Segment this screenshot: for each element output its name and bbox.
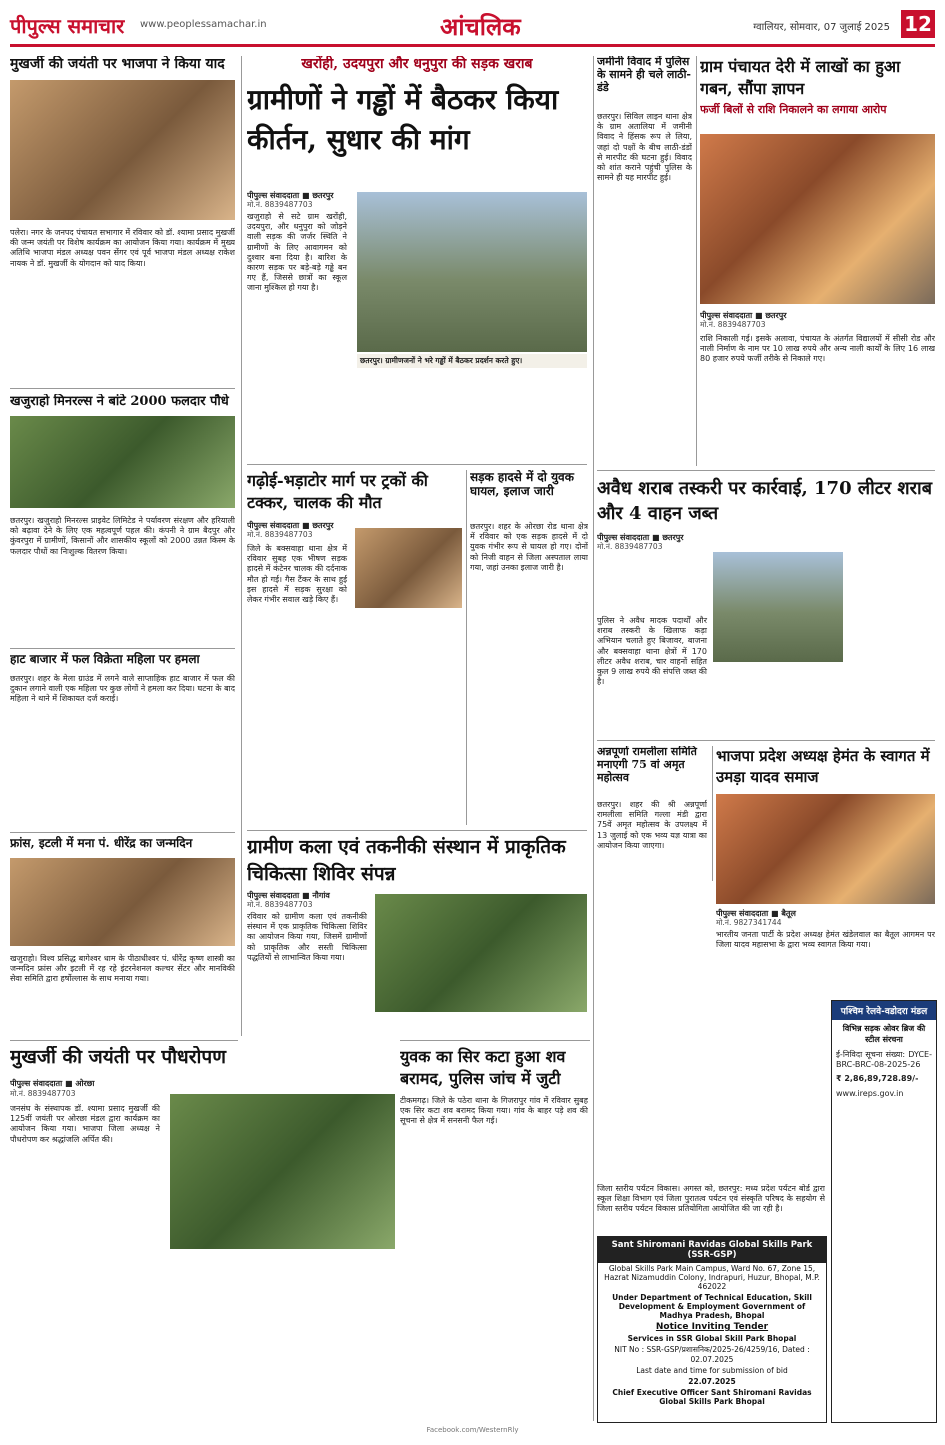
headline: अन्नपूर्णा रामलीला समिति मनाएगी 75 वां अमृत महोत्सव [597,746,697,784]
photo-saplings [10,416,235,508]
article-body: जिले के बक्सवाहा थाना क्षेत्र में रविवार सुबह एक भीषण सड़क हादसे में कंटेनर चालक की दर्दनाक मौत हो गई। गैस टैंकर के साथ हुई इस हादसे में सड़क सुरक्षा को लेकर गंभीर सवाल खड़े किए हैं। [247,544,347,605]
tender-dept: Under Department of Technical Education, Skill Development & Employment Government of Madhya Pradesh, Bhopal [612,1293,812,1320]
mobile-number: मो.नं. 8839487703 [247,530,313,539]
photo-seized-vehicles [713,552,843,662]
photo-protest [700,134,935,304]
article-body: छतरपुर। शहर की श्री अन्नपूर्णा रामलीला समिति गल्ला मंडी द्वारा 75वें अमृत महोत्सव के उपलक्ष्य में 13 जुलाई को एक भव्य यज्ञ यात्रा का आयोजन किया जाएगा। [597,800,707,850]
article-body: टीकमगढ़। जिले के पठेरा थाना के गिजरापुर गांव में रविवार सुबह एक सिर कटा शव बरामद किया गया। गांव के बाहर पड़े शव की सूचना से क्षेत्र में सनसनी फैल गई। [400,1096,588,1126]
byline: पीपुल्स संवाददाता ■ बैतूल [716,909,796,918]
article-yadav-welcome [716,746,935,996]
headline: खजुराहो मिनरल्स ने बांटे 2000 फलदार पौधे [10,394,229,409]
article-naturopathy [247,834,587,1034]
byline: पीपुल्स संवाददाता ■ छतरपुर [247,521,334,530]
article-body: खजुराहो से सटे ग्राम खरोंही, उदयपुरा, और धनुपुरा को जोड़ने वाली सड़क की जर्जर स्थिति ने ग्रामीणों के लिए आवागमन को दुश्वार बना दिया है। बारिश के कारण सड़क पर बड़े-बड़े गड्ढे बन गए हैं, जिससे छात्रों का स्कूल जाना मुश्किल हो गया है। [247,212,347,293]
subhead: फर्जी बिलों से राशि निकालने का लगाया आरोप [700,103,887,116]
brand-logo[interactable]: पीपुल्स समाचार [10,14,125,38]
mobile-number: मो.नं. 9827341744 [716,918,782,927]
masthead [10,10,935,47]
article-liquor-seizure [597,476,935,736]
tender-notice-ad [597,1236,827,1423]
photo-kirtan [357,192,587,352]
site-url[interactable]: www.peoplessamachar.in [140,19,267,30]
article-tourism [597,1184,825,1234]
byline: पीपुल्स संवाददाता ■ छतरपुर [247,191,334,200]
rail-contact[interactable]: www.ireps.gov.in [836,1088,904,1098]
article-body: जनसंघ के संस्थापक डॉ. श्यामा प्रसाद मुखर्जी की 125वीं जयंती पर ओरछा मंडल द्वारा कार्यक्रम का आयोजन किया गया। भाजपा जिला अध्यक्ष ने पौधरोपण कर श्रद्धांजलि अर्पित की। [10,1104,160,1144]
article-body: छतरपुर। सिविल लाइन थाना क्षेत्र के ग्राम अतालिया में जमीनी विवाद ने हिंसक रूप ले लिया, जहां दो पक्षों के बीच लाठी-डंडों से मारपीट की घटना हुई। विवाद को शांत कराने पहुंची पुलिस के सामने ही यह मारपीट हुई। [597,112,692,183]
byline: पीपुल्स संवाददाता ■ नौगांव [247,891,330,900]
tender-notice: Notice Inviting Tender [655,1322,769,1332]
rail-tender-no: ई-निविदा सूचना संख्या: DYCE-BRC-BRC-08-2025-26 [836,1050,932,1070]
article-dhirendra-birthday [10,836,235,1036]
mobile-number: मो.नं. 8839487703 [247,900,313,909]
kicker-text: खरोंही, उदयपुरा और धनुपुरा की सड़क खराब [301,56,533,72]
article-body: छतरपुर। खजुराहो मिनरल्स प्राइवेट लिमिटेड ने पर्यावरण संरक्षण और हरियाली को बढ़ावा देने के लिए एक महत्वपूर्ण पहल की। कंपनी ने ग्राम बैदपुर और कुंवरपुरा में ग्रामीणों, किसानों और शासकीय स्कूलों को 2000 उन्नत किस्म के फलदार पौधों का निःशुल्क वितरण किया। [10,516,235,556]
mobile-number: मो.नं. 8839487703 [10,1089,76,1098]
article-body: पुलिस ने अवैध मादक पदार्थों और शराब तस्करी के खिलाफ कड़ा अभियान चलाते हुए बिजावर, बाजना और बक्सवाहा थाना क्षेत्रों में 170 लीटर अवैध शराब, चार वाहनों सहित कुल 9 लाख रुपये की संपत्ति जब्त की है। [597,616,707,687]
mobile-number: मो.नं. 8839487703 [247,200,313,209]
article-body: छतरपुर। शहर के मेला ग्राउंड में लगने वाले साप्ताहिक हाट बाजार में फल की दुकान लगाने वाली एक महिला पर कुछ लोगों ने हमला कर दिया। घटना के बाद महिला ने थाने में शिकायत दर्ज कराई। [10,674,235,704]
railway-tender-ad [831,1000,937,1423]
rail-amount: ₹ 2,86,89,728.89/- [836,1074,919,1084]
article-body: रविवार को ग्रामीण कला एवं तकनीकी संस्थान में एक प्राकृतिक चिकित्सा शिविर का आयोजन किया गया, जिसमें ग्रामीणों को प्राकृतिक और सस्ती चिकित्सा पद्धतियों से लाभान्वित किया गया। [247,912,367,962]
article-body: खजुराहो। विश्व प्रसिद्ध बागेश्वर धाम के पीठाधीश्वर पं. धीरेंद्र कृष्ण शास्त्री का जन्मदिन फ्रांस और इटली में रह रहे इंटरनेशनल कल्चर सेंटर और मानविकी सेवा समिति द्वारा हर्षोल्लास के साथ मनाया गया। [10,954,235,984]
rail-subhead: विभिन्न सड़क ओवर ब्रिज की स्टील संरचना [842,1024,926,1044]
byline: पीपुल्स संवाददाता ■ ओरछा [10,1079,95,1088]
article-kirtan [247,190,587,500]
article-mukherjee-bjp [10,56,235,381]
mobile-number: मो.नं. 8839487703 [597,542,663,551]
headline: अवैध शराब तस्करी पर कार्रवाई, 170 लीटर शराब और 4 वाहन जब्त [597,478,932,524]
footer[interactable]: Facebook.com/WesternRly [426,1426,519,1434]
photo-meeting [10,80,235,220]
headline: फ्रांस, इटली में मना पं. धीरेंद्र का जन्मदिन [10,836,193,850]
headline: ग्रामीण कला एवं तकनीकी संस्थान में प्राकृतिक चिकित्सा शिविर संपन्न [247,836,566,885]
headline: जमीनी विवाद में पुलिस के सामने ही चले लाठी-डंडे [597,56,691,94]
photo-celebration [10,858,235,946]
page-number: 12 [901,10,935,38]
mobile-number: मो.नं. 8839487703 [700,320,766,329]
headline: सड़क हादसे में दो युवक घायल, इलाज जारी [470,470,574,499]
tender-signature: Chief Executive Officer Sant Shiromani Ravidas Global Skills Park Bhopal [612,1388,812,1406]
headline: भाजपा प्रदेश अध्यक्ष हेमंत के स्वागत में उमड़ा यादव समाज [716,747,930,786]
tender-title: Sant Shiromani Ravidas Global Skills Park (SSR-GSP) [598,1237,826,1263]
article-market-attack [10,652,235,827]
tender-subject: Services in SSR Global Skill Park Bhopal [627,1334,797,1343]
article-body: राशि निकाली गई। इसके अलावा, पंचायत के अंतर्गत विद्यालयों में सीसी रोड और नाली निर्माण के नाम पर 10 लाख रुपये और अन्य नाली कार्यों के लिए 16 लाख 80 हजार रुपये फर्जी तरीके से निकाले गए। [700,334,935,364]
tender-address: Global Skills Park Main Campus, Ward No. 67, Zone 15, Hazrat Nizamuddin Colony, Indrapuri, Huzur, Bhopal, M.P. 462022 [604,1264,820,1291]
photo-truck [355,528,462,608]
tender-last-date: 22.07.2025 [688,1377,736,1386]
section-title: आंचलिक [440,12,521,41]
article-two-injured [470,470,588,825]
tender-last-date-label: Last date and time for submission of bid [636,1366,788,1375]
rail-header: पश्चिम रेलवे-वडोदरा मंडल [832,1001,936,1020]
photo-caption: छतरपुर। ग्रामीणजनों ने भरे गड्ढों में बैठकर प्रदर्शन करते हुए। [357,354,587,368]
headline: हाट बाजार में फल विक्रेता महिला पर हमला [10,652,200,666]
byline: पीपुल्स संवाददाता ■ छतरपुर [700,311,787,320]
article-body: जिला स्तरीय पर्यटन विकास। अगस्त को, छतरपुर: मध्य प्रदेश पर्यटन बोर्ड द्वारा स्कूल शिक्षा विभाग एवं जिला पुरातत्व पर्यटन एवं संस्कृति परिषद के सहयोग से जिला स्तरीय पर्यटन विकास प्रतियोगिता आयोजित की जा रही है। [597,1184,825,1214]
article-panchayat-fraud [700,56,935,466]
article-body: भारतीय जनता पार्टी के प्रदेश अध्यक्ष हेमंत खंडेलवाल का बैतूल आगमन पर जिला यादव महासभा के द्वारा भव्य स्वागत किया गया। [716,930,935,950]
photo-crowd [716,794,935,904]
article-kirtan-headline [247,80,587,190]
article-plantation [10,1046,395,1421]
headline: युवक का सिर कटा हुआ शव बरामद, पुलिस जांच में जुटी [400,1047,566,1088]
tender-nit: NIT No : SSR-GSP/प्रशासनिक/2025-26/4259/16, Dated : 02.07.2025 [614,1345,810,1364]
headline: ग्रामीणों ने गड्ढों में बैठकर किया कीर्तन, सुधार की मांग [247,83,559,156]
article-headless-body [400,1046,588,1421]
photo-camp [375,894,587,1012]
byline: पीपुल्स संवाददाता ■ छतरपुर [597,533,684,542]
article-ramlila [597,746,707,881]
article-body: छतरपुर। शहर के ओरछा रोड थाना क्षेत्र में रविवार को एक सड़क हादसे में दो युवक गंभीर रूप से घायल हो गए। दोनों को निजी वाहन से जिला अस्पताल लाया गया, जहां उनका इलाज जारी है। [470,522,588,572]
photo-plantation [170,1094,395,1249]
article-body: पलेरा। नगर के जनपद पंचायत सभागार में रविवार को डॉ. श्यामा प्रसाद मुखर्जी की जन्म जयंती पर विशेष कार्यक्रम का आयोजन किया गया। कार्यक्रम में मुख्य अतिथि भाजपा मंडल अध्यक्ष पवन सेंगर एवं पूर्व भाजपा मंडल अध्यक्ष राकेश नायक ने डॉ. मुखर्जी के योगदान को याद किया। [10,228,235,268]
headline: गढ़ोई-भड़ाटोर मार्ग पर ट्रकों की टक्कर, चालक की मौत [247,471,428,512]
article-truck-collision [247,470,462,825]
article-land-dispute [597,56,692,456]
article-khajuraho-minerals [10,394,235,644]
headline: ग्राम पंचायत देरी में लाखों का हुआ गबन, सौंपा ज्ञापन [700,57,901,98]
issue-date: ग्वालियर, सोमवार, 07 जुलाई 2025 [753,22,890,33]
headline: मुखर्जी की जयंती पर पौधरोपण [10,1046,226,1068]
headline: मुखर्जी की जयंती पर भाजपा ने किया याद [10,56,225,72]
